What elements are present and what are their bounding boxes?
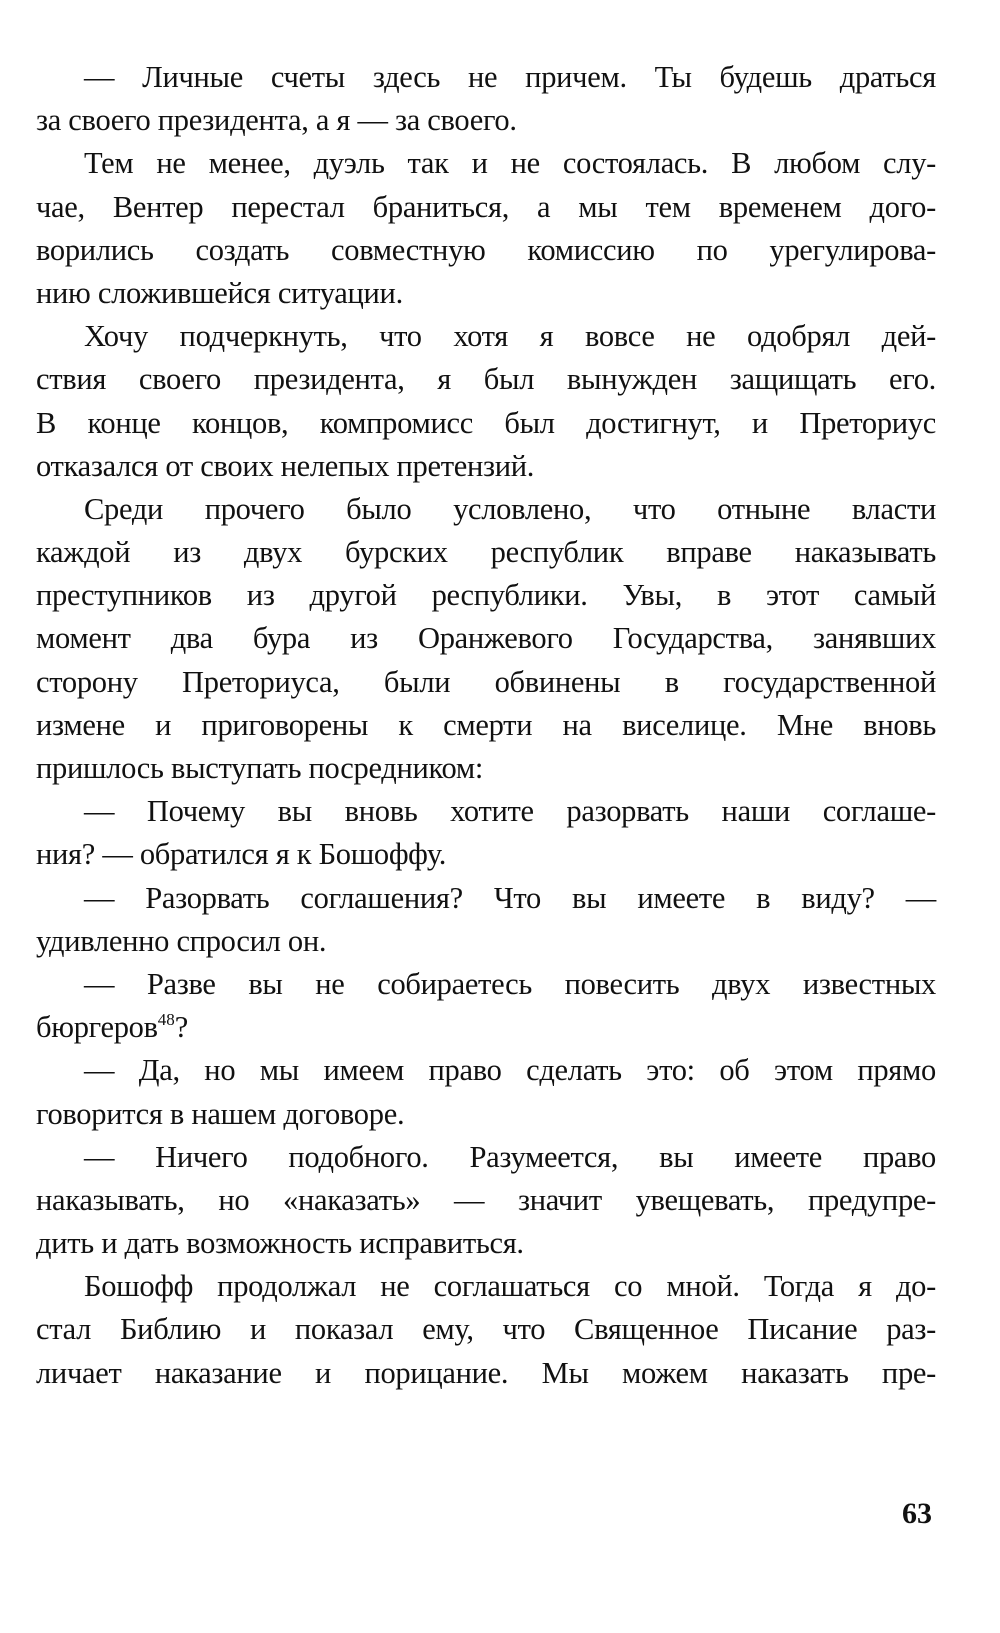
footnote-marker: 48	[157, 1010, 175, 1030]
text-line-content: измене и приговорены к смерти на виселице. Мне вновь	[36, 707, 936, 742]
text-line	[36, 315, 936, 358]
text-line-content: нию сложившейся ситуации.	[36, 275, 403, 310]
text-line	[36, 272, 936, 315]
text-line	[36, 1308, 936, 1351]
text-line-content: — Разве вы не собираетесь повесить двух известных	[84, 966, 936, 1001]
text-line	[36, 142, 936, 185]
page-number: 63	[902, 1497, 932, 1530]
text-line-content: В конце концов, компромисс был достигнут, и Преториус	[36, 405, 936, 440]
text-line-content: Тем не менее, дуэль так и не состоялась. В любом слу-	[84, 146, 936, 181]
text-line-content: дить и дать возможность исправиться.	[36, 1226, 524, 1261]
text-line-content: личает наказание и порицание. Мы можем наказать пре-	[36, 1355, 936, 1390]
text-line-content: ворились создать совместную комиссию по урегулирова-	[36, 232, 936, 267]
text-line	[36, 1265, 936, 1308]
text-line	[36, 99, 936, 142]
text-line-content: момент два бура из Оранжевого Государства, занявших	[36, 621, 936, 656]
text-line	[36, 704, 936, 747]
text-line-content: — Ничего подобного. Разумеется, вы имеете право	[84, 1139, 936, 1174]
text-line	[36, 445, 936, 488]
text-line-content: преступников из другой республики. Увы, в этот самый	[36, 578, 936, 613]
text-line	[36, 1352, 936, 1395]
text-line	[36, 747, 936, 790]
text-line	[36, 358, 936, 401]
book-page	[36, 56, 936, 1596]
text-line	[36, 963, 936, 1006]
text-line-content: — Почему вы вновь хотите разорвать наши соглаше-	[84, 794, 936, 829]
text-line	[36, 1222, 936, 1265]
text-line	[36, 1093, 936, 1136]
text-line-content: говорится в нашем договоре.	[36, 1096, 405, 1131]
text-line-content: пришлось выступать посредником:	[36, 751, 484, 785]
text-line-content: чае, Вентер перестал браниться, а мы тем временем дого-	[36, 189, 936, 224]
text-line-content: Среди прочего было условлено, что отныне власти	[84, 491, 936, 526]
text-line	[36, 1049, 936, 1092]
text-line-content: стал Библию и показал ему, что Священное Писание раз-	[36, 1312, 936, 1347]
text-line	[36, 229, 936, 272]
text-line	[36, 833, 936, 876]
text-line-content: — Разорвать соглашения? Что вы имеете в виду? —	[84, 880, 936, 915]
text-line-content: удивленно спросил он.	[36, 923, 327, 958]
text-line	[36, 56, 936, 99]
text-line	[36, 617, 936, 660]
text-line	[36, 1136, 936, 1179]
text-line	[36, 790, 936, 833]
text-line	[36, 186, 936, 229]
text-line-content: каждой из двух бурских республик вправе наказывать	[36, 535, 936, 570]
text-line-content: за своего президента, а я — за своего.	[36, 103, 517, 138]
text-line	[36, 920, 936, 963]
text-line	[36, 531, 936, 574]
text-line-content: Бошофф продолжал не соглашаться со мной. Тогда я до-	[84, 1269, 936, 1304]
text-line-content: — Да, но мы имеем право сделать это: об этом прямо	[84, 1053, 936, 1088]
text-line-content: отказался от своих нелепых претензий.	[36, 448, 535, 483]
text-line-content: Хочу подчеркнуть, что хотя я вовсе не одобрял дей-	[84, 319, 936, 354]
text-line-content: бюргеров	[36, 1010, 158, 1045]
text-line-content: ния? — обратился я к Бошоффу.	[36, 837, 447, 872]
text-line	[36, 877, 936, 920]
text-line	[36, 402, 936, 445]
text-line	[36, 488, 936, 531]
text-line	[36, 661, 936, 704]
text-line	[36, 574, 936, 617]
text-line-content: наказывать, но «наказать» — значит увещевать, предупре-	[36, 1182, 936, 1217]
text-line-content: ствия своего президента, я был вынужден защищать его.	[36, 362, 936, 397]
text-line-tail: ?	[174, 1010, 188, 1045]
text-line-content: — Личные счеты здесь не причем. Ты будешь драться	[84, 60, 936, 94]
body-text	[36, 56, 936, 1395]
text-line-content: сторону Преториуса, были обвинены в государственной	[36, 664, 936, 699]
text-line	[36, 1006, 936, 1049]
text-line	[36, 1179, 936, 1222]
